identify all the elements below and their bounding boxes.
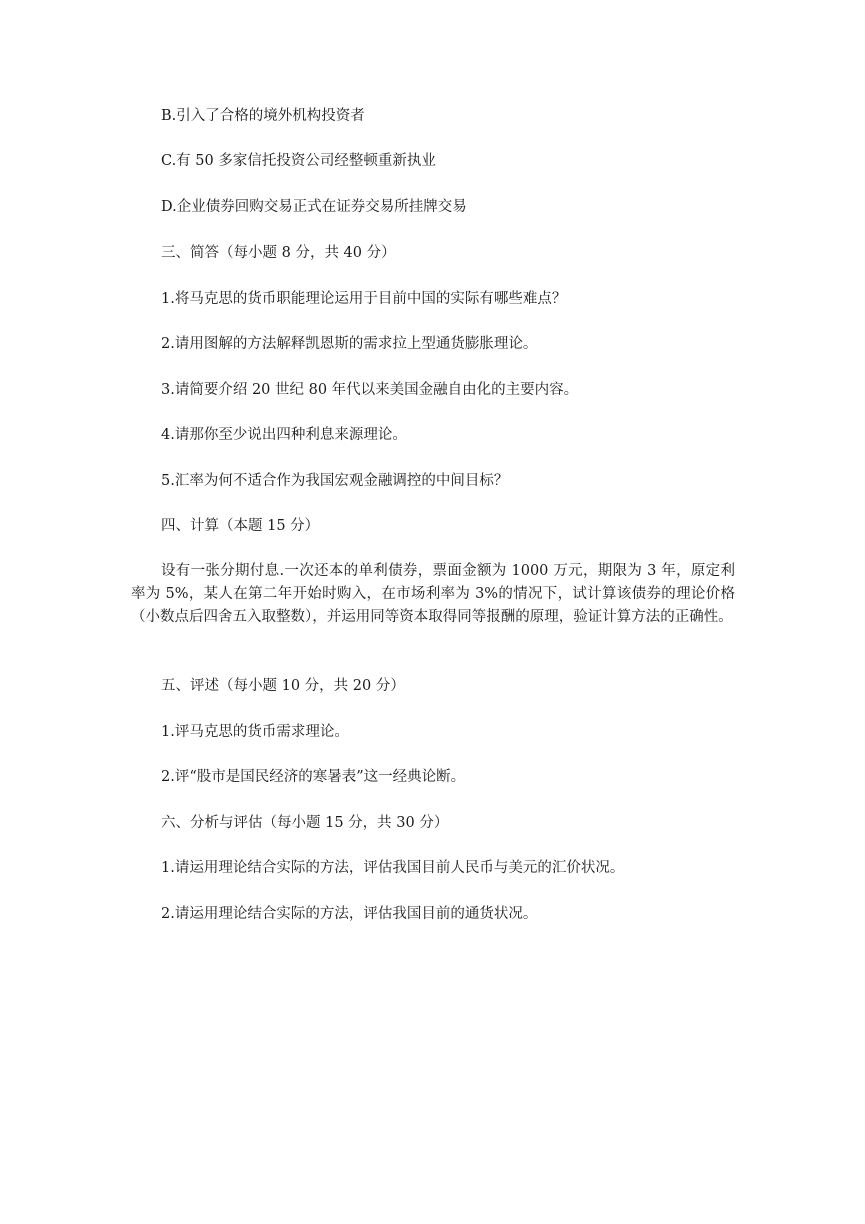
calculation-paragraph: 设有一张分期付息.一次还本的单利债券，票面金额为 1000 万元，期限为 3 年，原定利率为 5%，某人在第二年开始时购入，在市场利率为 3%的情况下，试计算该债券的理论价格（小数点后四舍五入取整数），并运用同等资本取得同等报酬的原理，验证计算方法的正确性。 xyxy=(131,563,735,625)
option-d: D.企业债券回购交易正式在证券交易所挂牌交易 xyxy=(161,199,467,215)
section-heading-commentary: 五、评述（每小题 10 分，共 20 分） xyxy=(161,678,405,694)
question-item: 5.汇率为何不适合作为我国宏观金融调控的中间目标？ xyxy=(161,473,509,489)
question-item: 1.评马克思的货币需求理论。 xyxy=(161,724,349,740)
option-b: B.引入了合格的境外机构投资者 xyxy=(161,108,365,124)
section-heading-calculation: 四、计算（本题 15 分） xyxy=(161,518,320,534)
question-item: 3.请简要介绍 20 世纪 80 年代以来美国金融自由化的主要内容。 xyxy=(161,382,579,398)
question-item: 1.将马克思的货币职能理论运用于目前中国的实际有哪些难点？ xyxy=(161,291,567,307)
section-heading-short-answer: 三、简答（每小题 8 分，共 40 分） xyxy=(161,245,396,261)
question-item: 4.请那你至少说出四种利息来源理论。 xyxy=(161,427,407,443)
question-item: 2.请用图解的方法解释凯恩斯的需求拉上型通货膨胀理论。 xyxy=(161,336,538,352)
question-item: 2.请运用理论结合实际的方法，评估我国目前的通货状况。 xyxy=(161,906,538,922)
question-item: 1.请运用理论结合实际的方法，评估我国目前人民币与美元的汇价状况。 xyxy=(161,860,625,876)
option-c: C.有 50 多家信托投资公司经整顿重新执业 xyxy=(161,153,436,169)
section-heading-analysis: 六、分析与评估（每小题 15 分，共 30 分） xyxy=(161,815,449,831)
question-item: 2.评“股市是国民经济的寒暑表”这一经典论断。 xyxy=(161,769,466,785)
